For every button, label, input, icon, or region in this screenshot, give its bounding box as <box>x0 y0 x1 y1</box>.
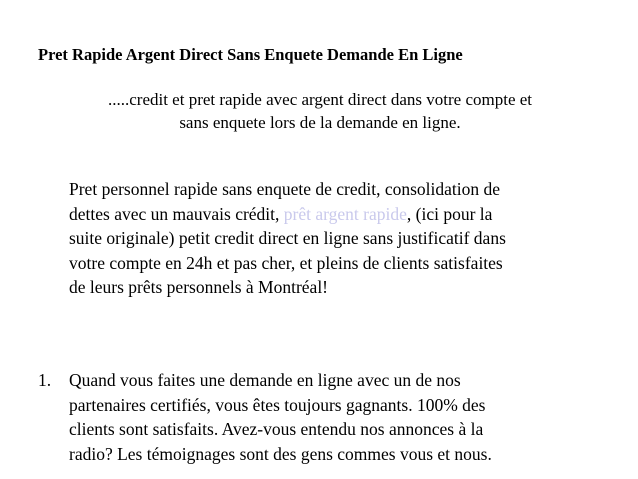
paragraph-line-2-start: dettes avec un mauvais crédit, <box>69 203 284 224</box>
list-item-line-4: radio? Les témoignages sont des gens commes vous et nous. <box>69 443 492 464</box>
list-item <box>38 368 628 466</box>
paragraph-line-1: Pret personnel rapide sans enquete de credit, consolidation de <box>69 179 501 199</box>
subtitle <box>40 88 600 134</box>
paragraph-line-2 <box>69 202 629 227</box>
list-item-line-3: clients sont satisfaits. Avez-vous entendu nos annonces à la <box>69 419 484 439</box>
subtitle-line-2: sans enquete lors de la demande en ligne. <box>179 113 461 132</box>
paragraph-line-2-end: , (ici pour la <box>406 203 493 224</box>
subtitle-line-1: .....credit et pret rapide avec argent direct dans votre compte et <box>107 90 533 109</box>
body-paragraph <box>69 177 629 300</box>
list-item-line-2: partenaires certifiés, vous êtes toujours gagnants. 100% des <box>69 394 486 415</box>
paragraph-line-3: suite originale) petit credit direct en ligne sans justificatif dans <box>69 228 506 248</box>
numbered-list <box>38 368 628 466</box>
list-item-number: 1. <box>38 370 52 390</box>
page-title: Pret Rapide Argent Direct Sans Enquete Demande En Ligne <box>38 45 463 64</box>
paragraph-line-5: de leurs prêts personnels à Montréal! <box>69 277 329 297</box>
list-item-line-1: Quand vous faites une demande en ligne avec un de nos <box>69 370 461 390</box>
pret-argent-rapide-link[interactable]: prêt argent rapide <box>283 203 407 224</box>
paragraph-line-4: votre compte en 24h et pas cher, et pleins de clients satisfaites <box>69 252 503 273</box>
